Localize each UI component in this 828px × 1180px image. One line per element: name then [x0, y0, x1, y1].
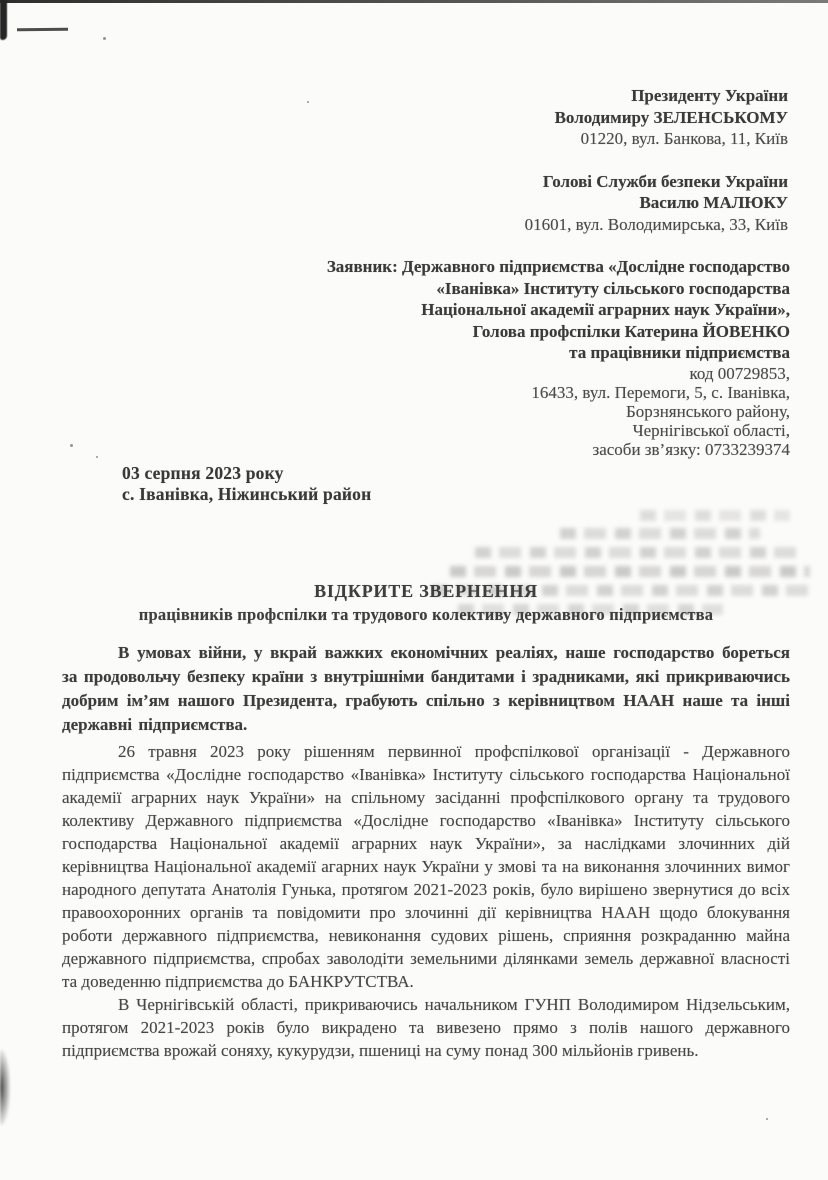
applicant-line: Заявник: Державного підприємства «Дослідне господарство [326, 257, 790, 276]
recipients-block [525, 85, 788, 235]
applicant-contact: засоби зв’язку: 0733239374 [592, 439, 790, 459]
bleedthrough-line [450, 566, 810, 577]
recipient-title: Президенту України [631, 86, 788, 105]
document-place: с. Іванівка, Ніжинський район [122, 483, 372, 504]
applicant-address: Борзнянського району, [626, 401, 790, 421]
recipient-president [525, 85, 788, 150]
scan-dash-mark [17, 28, 68, 32]
bleedthrough-line [475, 547, 805, 558]
recipient-title: Голові Служби безпеки України [542, 171, 788, 191]
dateline-block [122, 463, 371, 504]
applicant-code: код 00729853, [689, 363, 790, 383]
recipient-name: Василю МАЛЮКУ [639, 193, 788, 212]
scan-speck [766, 1118, 768, 1120]
scan-speck [96, 456, 98, 458]
scan-left-edge-mark [0, 0, 7, 40]
scan-speck [103, 37, 106, 40]
body-paragraph-1: В умовах війни, у вкрай важких економічних реаліях, наше господарство бореться за продовольчу безпеку країни з внутрішніми бандитами і зрадниками, які прикриваючись добрим ім’ям нашого Президента, грабують спільно з керівництвом НААН наше та інші державні підприємства. [62, 643, 790, 734]
applicant-line: Голова профспілки Катерина ЙОВЕНКО [472, 321, 790, 341]
applicant-line: «Іванівка» Інституту сільського господарства [436, 278, 790, 298]
applicant-block [327, 256, 790, 459]
body-text [62, 641, 790, 1062]
applicant-address: 16433, вул. Перемоги, 5, с. Іванівка, [531, 382, 790, 402]
scan-speck [307, 101, 309, 103]
recipient-address: 01220, вул. Банкова, 11, Київ [580, 129, 788, 148]
body-paragraph-2: 26 травня 2023 року рішенням первинної профспілкової організації - Державного підприємства «Дослідне господарство «Іванівка» Інституту сільського господарства Національної академії аграрних наук України» на спільному засіданні профспілкового органу та трудового колективу Державного підприємства «Дослідне господарство «Іванівка» Інституту сільського господарства Національної академії аграрних наук України», за наслідками злочинних дій керівництва Національної академії агарних наук України у змові та на виконання злочинних вимог народного депутата Анатолія Гунька, протягом 2021-2023 років, було вирішено звернутися до всіх правоохоронних органів та повідомити про злочинні дії керівництва НААН щодо блокування роботи державного підприємства, невиконання судових рішень, сприяння розкраданню майна державного підприємства, спробах заволодіти земельними ділянками земель державної власності та доведенню підприємства до БАНКРУТСТВА. [62, 742, 790, 991]
scan-top-edge-line [0, 0, 828, 3]
recipient-name: Володимиру ЗЕЛЕНСЬКОМУ [554, 107, 788, 127]
scan-bottom-smudge [0, 1050, 10, 1125]
document-title: ВІДКРИТЕ ЗВЕРНЕННЯ [314, 581, 538, 601]
document-subtitle: працівників профспілки та трудового колективу державного підприємства [138, 605, 714, 624]
applicant-address: Чернігівської області, [632, 420, 790, 440]
recipient-address: 01601, вул. Володимирська, 33, Київ [524, 214, 788, 234]
scan-speck [70, 444, 73, 447]
body-paragraph-3: В Чернігівській області, прикриваючись начальником ГУНП Володимиром Нідзельським, протягом 2021-2023 років було викрадено та вивезено прямо з полів нашого державного підприємства врожай соняху, кукурудзи, пшениці на суму понад 300 мільйонів гривень. [62, 995, 790, 1060]
applicant-line: та працівники підприємства [569, 343, 790, 362]
document-date: 03 серпня 2023 року [122, 463, 284, 483]
bleedthrough-line [640, 510, 790, 521]
title-block [62, 581, 790, 625]
bleedthrough-line [560, 528, 760, 539]
applicant-line: Національної академії аграрних наук України», [421, 300, 790, 319]
recipient-sbu [525, 171, 788, 236]
